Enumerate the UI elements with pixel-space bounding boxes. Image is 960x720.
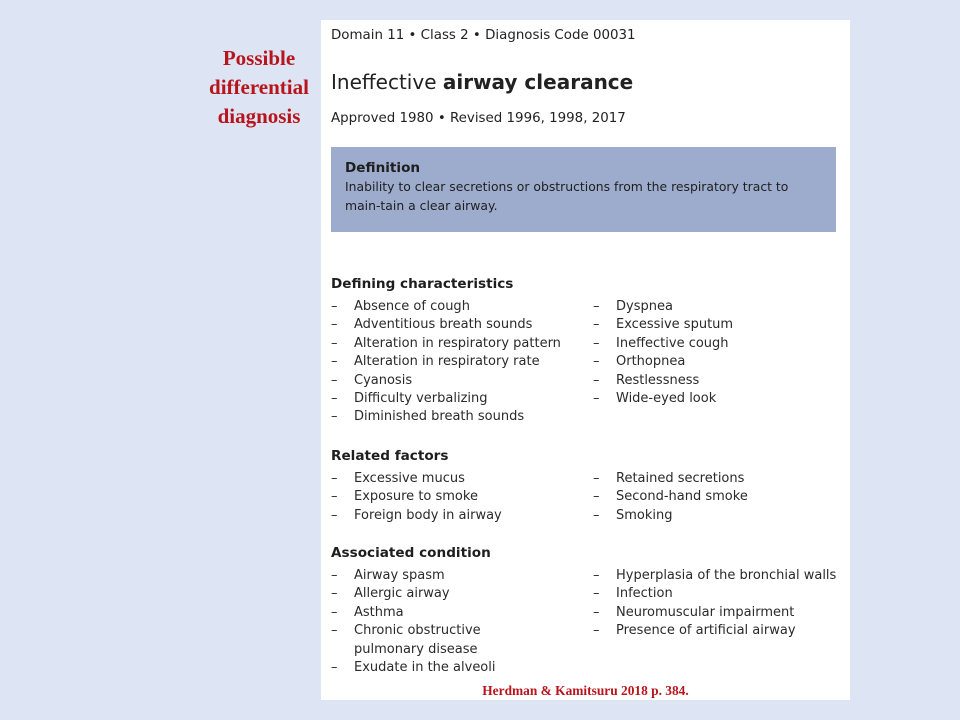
list-item: – Adventitious breath sounds <box>331 316 591 334</box>
defining-characteristics-section <box>331 276 836 425</box>
list-item: – Exposure to smoke <box>331 488 591 506</box>
source-citation: Herdman & Kamitsuru 2018 p. 384. <box>482 683 689 698</box>
diagnosis-title-prefix: Ineffective <box>331 70 443 94</box>
list-item: – Restlessness <box>593 372 843 390</box>
list-item: – Alteration in respiratory rate <box>331 353 591 371</box>
list-item: – Retained secretions <box>593 470 843 488</box>
definition-text: Inability to clear secretions or obstructions from the respiratory tract to main-tain a clear airway. <box>345 179 789 213</box>
list-item: – Presence of artificial airway <box>593 622 843 640</box>
list-item: – Asthma <box>331 604 551 622</box>
related-factors-left-list <box>331 470 591 525</box>
defining-characteristics-right-list <box>593 298 843 408</box>
list-item: – Orthopnea <box>593 353 843 371</box>
associated-condition-left-list <box>331 567 551 677</box>
slide-title-line-2: differential <box>209 75 309 99</box>
list-item: – Smoking <box>593 507 843 525</box>
list-item: – Chronic obstructive pulmonary disease <box>331 622 551 659</box>
diagnosis-title-bold: airway clearance <box>442 70 634 94</box>
related-factors-title: Related factors <box>331 448 449 464</box>
defining-characteristics-left-list <box>331 298 591 427</box>
list-item: – Excessive sputum <box>593 316 843 334</box>
definition-box <box>331 147 836 232</box>
domain-class-code: Domain 11 • Class 2 • Diagnosis Code 00031 <box>331 28 636 43</box>
list-item: – Difficulty verbalizing <box>331 390 591 408</box>
list-item: – Airway spasm <box>331 567 551 585</box>
list-item: – Alteration in respiratory pattern <box>331 335 591 353</box>
list-item: – Second-hand smoke <box>593 488 843 506</box>
list-item: – Exudate in the alveoli <box>331 659 551 677</box>
approval-dates: Approved 1980 • Revised 1996, 1998, 2017 <box>331 111 626 126</box>
slide-title <box>196 44 322 131</box>
associated-condition-right-list <box>593 567 843 641</box>
slide-title-line-3: diagnosis <box>217 104 301 128</box>
list-item: – Neuromuscular impairment <box>593 604 843 622</box>
list-item: – Dyspnea <box>593 298 843 316</box>
list-item: – Excessive mucus <box>331 470 591 488</box>
list-item: – Absence of cough <box>331 298 591 316</box>
slide-title-line-1: Possible <box>222 46 296 70</box>
related-factors-section <box>331 448 836 523</box>
list-item: – Cyanosis <box>331 372 591 390</box>
associated-condition-title: Associated condition <box>331 545 491 561</box>
list-item: – Allergic airway <box>331 585 551 603</box>
related-factors-right-list <box>593 470 843 525</box>
diagnosis-title <box>331 70 633 94</box>
list-item: – Foreign body in airway <box>331 507 591 525</box>
list-item: – Infection <box>593 585 843 603</box>
list-item: – Hyperplasia of the bronchial walls <box>593 567 843 585</box>
list-item: – Ineffective cough <box>593 335 843 353</box>
list-item: – Diminished breath sounds <box>331 408 591 426</box>
definition-title: Definition <box>345 160 421 176</box>
diagnosis-sheet <box>321 20 850 700</box>
list-item: – Wide-eyed look <box>593 390 843 408</box>
associated-condition-section <box>331 545 837 676</box>
defining-characteristics-title: Defining characteristics <box>331 276 514 292</box>
